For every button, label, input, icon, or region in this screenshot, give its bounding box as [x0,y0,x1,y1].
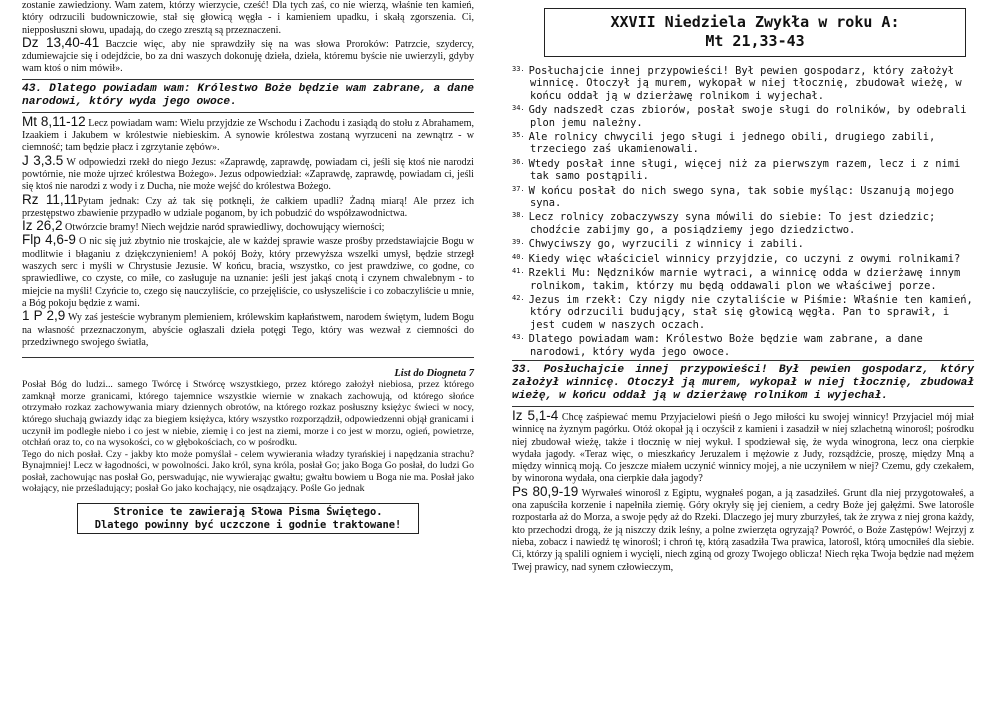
gospel-verse [512,292,974,331]
verse-text: Dlatego powiadam wam: Królestwo Boże będzie wam zabrane, a dane narodowi, który wyda jego owoce. [528,333,923,358]
verse-number: 36. [512,157,525,166]
footer-notice [77,503,419,534]
verse-text: Chwyciwszy go, wyrzucili z winnicy i zabili. [528,238,804,251]
reference-label: Flp 4,6-9 [22,232,76,248]
footer-line-2: Dlatego powinny być uczczone i godnie traktowane! [94,518,402,531]
reference-label: Iz 26,2 [22,218,63,234]
reference-text: Wy zaś jesteście wybranym plemieniem, królewskim kapłaństwem, narodem świętym, ludem Bogu na własność przeznaczonym, abyście ogłaszali dzieła potęgi Tego, który was wezwał z ciemności do przedziwnego swojego światła, [22,312,474,348]
reference-passage [22,220,474,234]
verse-number: 34. [512,104,525,113]
footer-line-1: Stronice te zawierają Słowa Pisma Świętego. [113,506,383,519]
intro-paragraph: zostanie zawiedziony. Wam zatem, którzy wierzycie, cześć! Dla tych zaś, co nie wierzą, właśnie ten kamień, który odrzucili budowniczowie, stał się głowicą węgła - i kamieniem upadku, i skałą zgorszenia. Ci, niepposłuszni słowu, upadają, do czego zresztą są przeznaczeni. [22,0,474,36]
reference-passage [22,234,474,310]
iz-reference: Iz 5,1-4 [512,407,559,423]
gospel-verse [512,209,974,236]
gospel-verse [512,251,974,265]
verse-text: Ale rolnicy chwycili jego sługi i jednego obili, drugiego zabili, trzeciego zaś ukamienowali. [528,131,936,156]
divider [512,360,974,361]
reference-text: W odpowiedzi rzekł do niego Jezus: «Zaprawdę, zaprawdę, powiadam ci, jeśli się ktoś nie narodzi powtórnie, nie może ujrzeć królestwa Bożego». Jezus odpowiedział: «Zaprawdę, zaprawdę, powiadam ci, jeśli się ktoś nie narodzi z wody i z Ducha, nie może wejść do królestwa Bożego. [22,156,474,193]
verse-43-highlight: 43. Dlatego powiadam wam: Królestwo Boże będzie wam zabrane, a dane narodowi, który wyda jego owoce. [22,82,474,108]
reference-passage [22,310,474,349]
reference-text: O nic się już zbytnio nie troskajcie, ale w każdej sprawie wasze prośby przedstawiajcie Bogu w modlitwie i błaganiu z dziękczynieniem! A pokój Boży, który przewyższa wszelki umysł, będzie strzegł waszych serc i myśli w Chrystusie Jezusie. W końcu, bracia, wszystko, co jest prawdziwe, co godne, co sprawiedliwe, co czyste, co miłe, co zasługuje na uznanie: jeśli jest jakąś cnotą i czynem chwalebnym - to miejcie na myśli! Czyńcie to, czego się nauczyliście, co przejęliście, co usłyszeliście i co zobaczyliście u mnie, a Bóg pokoju będzie z wami. [22,236,474,309]
reference-passage [22,113,474,155]
divider [22,357,474,358]
diognetus-title: List do Diogneta 7 [394,368,474,380]
iz-text: Chcę zaśpiewać memu Przyjacielowi pieśń o Jego miłości ku swojej winnicy! Przyjaciel mój miał winnicę na żyznym pagórku. Otóż okopał ją i oczyścił z kamieni i zasadził w niej szlachetną winorośl; pośrodku niej zbudował wieżę, także i tłocznię w niej wykuł. I spodziewał się, że wyda winogrona, lecz ona cierpkie wydała jagody. «Teraz więc, o mieszkańcy Jeruzalem i mężowie z Judy, rozsądźcie, proszę, między Mną a między winnicą moją. Co jeszcze miałem uczynić winnicy mojej, a nie uczyniłem w niej? Czemu, gdy czekałem, by winorona wydała, ona cierpkie dała jagody? [512,411,974,485]
verse-text: Lecz rolnicy zobaczywszy syna mówili do siebie: To jest dziedzic; chodźcie zabijmy go, a posiądziemy jego dziedzictwo. [528,211,936,236]
gospel-verse [512,102,974,129]
verse-text: Gdy nadszedł czas zbiorów, posłał swoje sługi do rolników, by odebrali plon jemu należny. [528,104,967,129]
divider [22,79,474,80]
gospel-verse [512,265,974,292]
reference-label: 1 P 2,9 [22,308,66,324]
reference-passage [22,191,474,221]
reference-text: Lecz powiadam wam: Wielu przyjdzie ze Wschodu i Zachodu i zasiądą do stołu z Abrahamem, Izaakiem i Jakubem w królestwie niebieskim. A synowie królestwa zostaną wyrzuceni na zewnątrz - w ciemność; tam będzie płacz i zgrzytanie zębów». [22,117,474,154]
gospel-verse [512,63,974,102]
verse-text: Wtedy posłał inne sługi, więcej niż za pierwszym razem, lecz i z nimi tak samo postąpili. [528,157,961,183]
verse-number: 35. [512,131,525,140]
reference-label: Rz 11,11 [22,191,78,207]
gospel-verse [512,183,974,210]
verse-number: 43. [512,333,525,342]
dz-passage [22,34,475,76]
diognetus-paragraph-2: Tego do nich posłał. Czy - jakby kto może pomyślał - celem wywierania władzy tyrańskiej i napędzania strachu? Bynajmniej! Lecz w łagodności, w powolności. Jako król, syna króla, posłał Go; jako Boga Go posłał, do ludzi Go posłał, zachowując nas posłał Go, perswadując, nie wywierając gwałtu; gwałtu bowiem u Boga nie ma. Posłał jako wołający, nie prześladujący; posłał Go jako kochający, nie osądzający. Pośle Go jednak [22,448,474,495]
reference-list [22,113,474,349]
iz-passage [512,407,974,486]
ps-passage [512,483,974,574]
reference-text: Otwórzcie bramy! Niech wejdzie naród sprawiedliwy, dochowujący wierności; [62,222,385,234]
reference-label: J 3,3.5 [22,152,64,168]
gospel-verse [512,156,974,183]
title-line-2: Mt 21,33-43 [705,32,805,50]
title-line-1: XXVII Niedziela Zwykła w roku A: [610,13,900,31]
divider [512,406,974,407]
divider [22,112,474,113]
gospel-verse [512,236,974,250]
reference-text: Pytam jednak: Czy aż tak się potknęli, że całkiem upadli? Żadną miarą! Ale przez ich przestępstwo zbawienie przypadło w udziale poganom, by ich pobudzić do współzawodnictwa. [22,195,474,219]
right-column [512,0,974,574]
ps-text: Wyrwałeś winorośl z Egiptu, wygnałeś pogan, a ją zasadziłeś. Grunt dla niej przygotowałeś, a ona zapuściła korzenie i napełniła ziemię. Góry okryły się jej cieniem, a cedry Boże jej gałęźmi. Swe latorośle rozpostarła aż do Morza, a swoje pędy aż do Rzeki. Dlaczego jej mury zburzyłeś, tak że zrywa z niej grona każdy, kto przechodzi drogą, że ją niszczy dzik leśny, a polne zwierzęta ogryzają? Powróć, o Boże Zastępów! Wejrzyj z nieba, zobacz i nawiedź tę winorośl; i chroń tę, którą zasadziła Twa prawica, latorośl, którą umocniłeś dla siebie. Ci, którzy ją spalili ogniem i wycięli, niech zginą od grozy Twojego oblicza! Niech ręka Twoja będzie nad mężem Twej prawicy, nad synem człowieczym, [512,487,974,573]
verse-number: 42. [512,293,525,302]
verse-text: Posłuchajcie innej przypowieści! Był pewien gospodarz, który założył winnicę. Otoczył ją murem, wykopał w niej tłocznię, zbudował wieżę, w końcu oddał ją w dzierżawę rolnikom i wyjechał. [528,65,962,102]
verse-text: Rzekli Mu: Nędzników marnie wytraci, a winnicę odda w dzierżawę innym rolnikom, takim, którzy mu będą oddawali plon we właściwej porze. [528,267,961,292]
title-box [544,8,966,57]
verse-33-highlight: 33. Posłuchajcie innej przypowieści! Był pewien gospodarz, który założył winnicę. Otoczył ją murem, wykopał w niej tłocznię, zbudował wieżę, w końcu oddał ją w dzierżawę rolnikom i wyjechał. [512,363,974,402]
gospel-verse [512,331,974,358]
reference-passage [22,152,474,194]
ps-reference: Ps 80,9-19 [512,483,579,499]
verse-number: 40. [512,252,525,261]
left-column [22,0,474,534]
verse-number: 33. [512,65,525,73]
reference-label: Mt 8,11-12 [22,113,86,129]
verse-number: 41. [512,267,525,276]
verse-text: Jezus im rzekł: Czy nigdy nie czytaliście w Piśmie: Właśnie ten kamień, który odrzucili budujący, stał się głowicą węgła. Pan to sprawił, i jest cudem w naszych oczach. [528,293,973,331]
verse-number: 39. [512,238,525,247]
verse-number: 37. [512,184,525,193]
verse-text: Kiedy więc właściciel winnicy przyjdzie, co uczyni z owymi rolnikami? [528,252,961,265]
dz-text: Baczcie więc, aby nie sprawdziły się na was słowa Proroków: Patrzcie, szydercy, zdumiewajcie się i odejdźcie, bo za dni waszych dokonuję dzieła, dzieła, któremu byście nie uwierzyli, gdyby wam ktoś o nim mówił». [22,38,475,75]
diognetus-paragraph-1: Posłał Bóg do ludzi... samego Twórcę i Stwórcę wszystkiego, przez którego założył niebiosa, przez którego zamknął morze granicami, którego tajemnice wszystkie wiernie w znakach zachowują, od którego słońce otrzymało rozkaz zachowywania miary dziennych obrotów, na którego rozkaz posłuszny księżyc świeci w nocy, którego słuchają gwiazdy idąc za biegiem księżyca, który wszystko rozporządził, odpowiedzenni objął granicami i uczynił im podległe niebo i co jest w niebie, ziemię i co jest na ziemi, morze i co jest w morzu, ogień, powietrze, otchłań oraz to, co na wysokości, co w głębokościach, co w pośrodku. [22,379,474,449]
gospel-verses [512,63,974,358]
verse-text: W końcu posłał do nich swego syna, tak sobie myśląc: Uszanują mojego syna. [528,184,955,210]
gospel-verse [512,129,974,156]
verse-number: 38. [512,211,525,220]
dz-reference: Dz 13,40-41 [22,34,100,50]
